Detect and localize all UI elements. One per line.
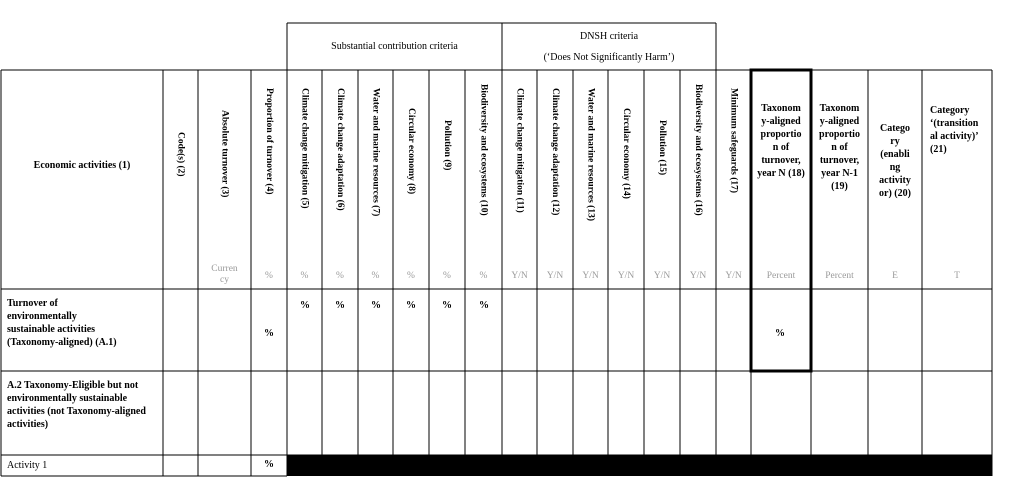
blacked-out-cells [287, 455, 992, 476]
col-sc-water-marine: Water and marine resources (7) % [370, 88, 381, 281]
col-sc-pollution: Pollution (9) % [442, 120, 452, 281]
col-minimum-safeguards: Minimum safeguards (17) Y/N [725, 88, 742, 281]
row-a1-sc-5: % [300, 300, 310, 311]
row-activity1-label-cell [1, 455, 163, 476]
row-a1-label: Turnover of environmentally sustainable activities (Taxonomy-aligned) (A.1) [7, 298, 117, 348]
col-proportion-turnover: Proportion of turnover (4) % [264, 88, 274, 281]
row-a1-sc-9: % [442, 300, 452, 311]
col-category-transitional: Category ‘(transition al activity)’ (21) T [930, 105, 979, 281]
row-a1-label-cell [1, 289, 163, 371]
row-a1-proportion: % [264, 328, 274, 339]
col-dnsh-pollution: Pollution (15) Y/N [653, 120, 671, 281]
row-a1-sc-7: % [371, 300, 381, 311]
col-dnsh-water-marine: Water and marine resources (13) Y/N [582, 88, 599, 281]
col-absolute-turnover: Absolute turnover (3) Curren cy [211, 110, 238, 285]
col-dnsh-circular-economy: Circular economy (14) Y/N [617, 108, 635, 281]
row-a1-sc-8: % [406, 300, 416, 311]
col-sc-biodiversity: Biodiversity and ecosystems (10) % [478, 84, 489, 281]
row-a1-sc-10: % [479, 300, 489, 311]
col-sc-climate-mitigation: Climate change mitigation (5) % [299, 88, 310, 281]
col-economic-activities: Economic activities (1) [33, 160, 131, 171]
dnsh-header: DNSH criteria (‘Does Not Significantly Harm’) [543, 30, 675, 63]
col-sc-circular-economy: Circular economy (8) % [406, 108, 416, 281]
col-category-enabling: Catego ry (enabli ng activity or) (20) E [879, 123, 911, 281]
col-dnsh-climate-mitigation: Climate change mitigation (11) Y/N [511, 88, 528, 281]
row-activity1-proportion: % [264, 459, 274, 470]
row-activity1-label: Activity 1 [7, 460, 48, 471]
row-a1-year-n: % [775, 328, 785, 339]
col-taxonomy-aligned-year-n: Taxonom y-aligned proportio n of turnover, year N (18) Percent [757, 103, 805, 281]
row-a1-sc-6: % [335, 300, 345, 311]
substantial-contribution-header: Substantial contribution criteria [331, 41, 458, 52]
col-codes: Code(s) (2) [175, 132, 186, 177]
col-dnsh-climate-adaptation: Climate change adaptation (12) Y/N [546, 88, 564, 281]
col-taxonomy-aligned-year-n1: Taxonom y-aligned proportio n of turnover, year N-1 (19) Percent [819, 103, 860, 281]
row-a2-label-cell [1, 371, 163, 455]
col-dnsh-biodiversity: Biodiversity and ecosystems (16) Y/N [689, 84, 707, 281]
row-a2-label: A.2 Taxonomy-Eligible but not environmentally sustainable activities (not Taxonomy-aligned activities) [7, 380, 146, 430]
col-sc-climate-adaptation: Climate change adaptation (6) % [335, 88, 345, 281]
